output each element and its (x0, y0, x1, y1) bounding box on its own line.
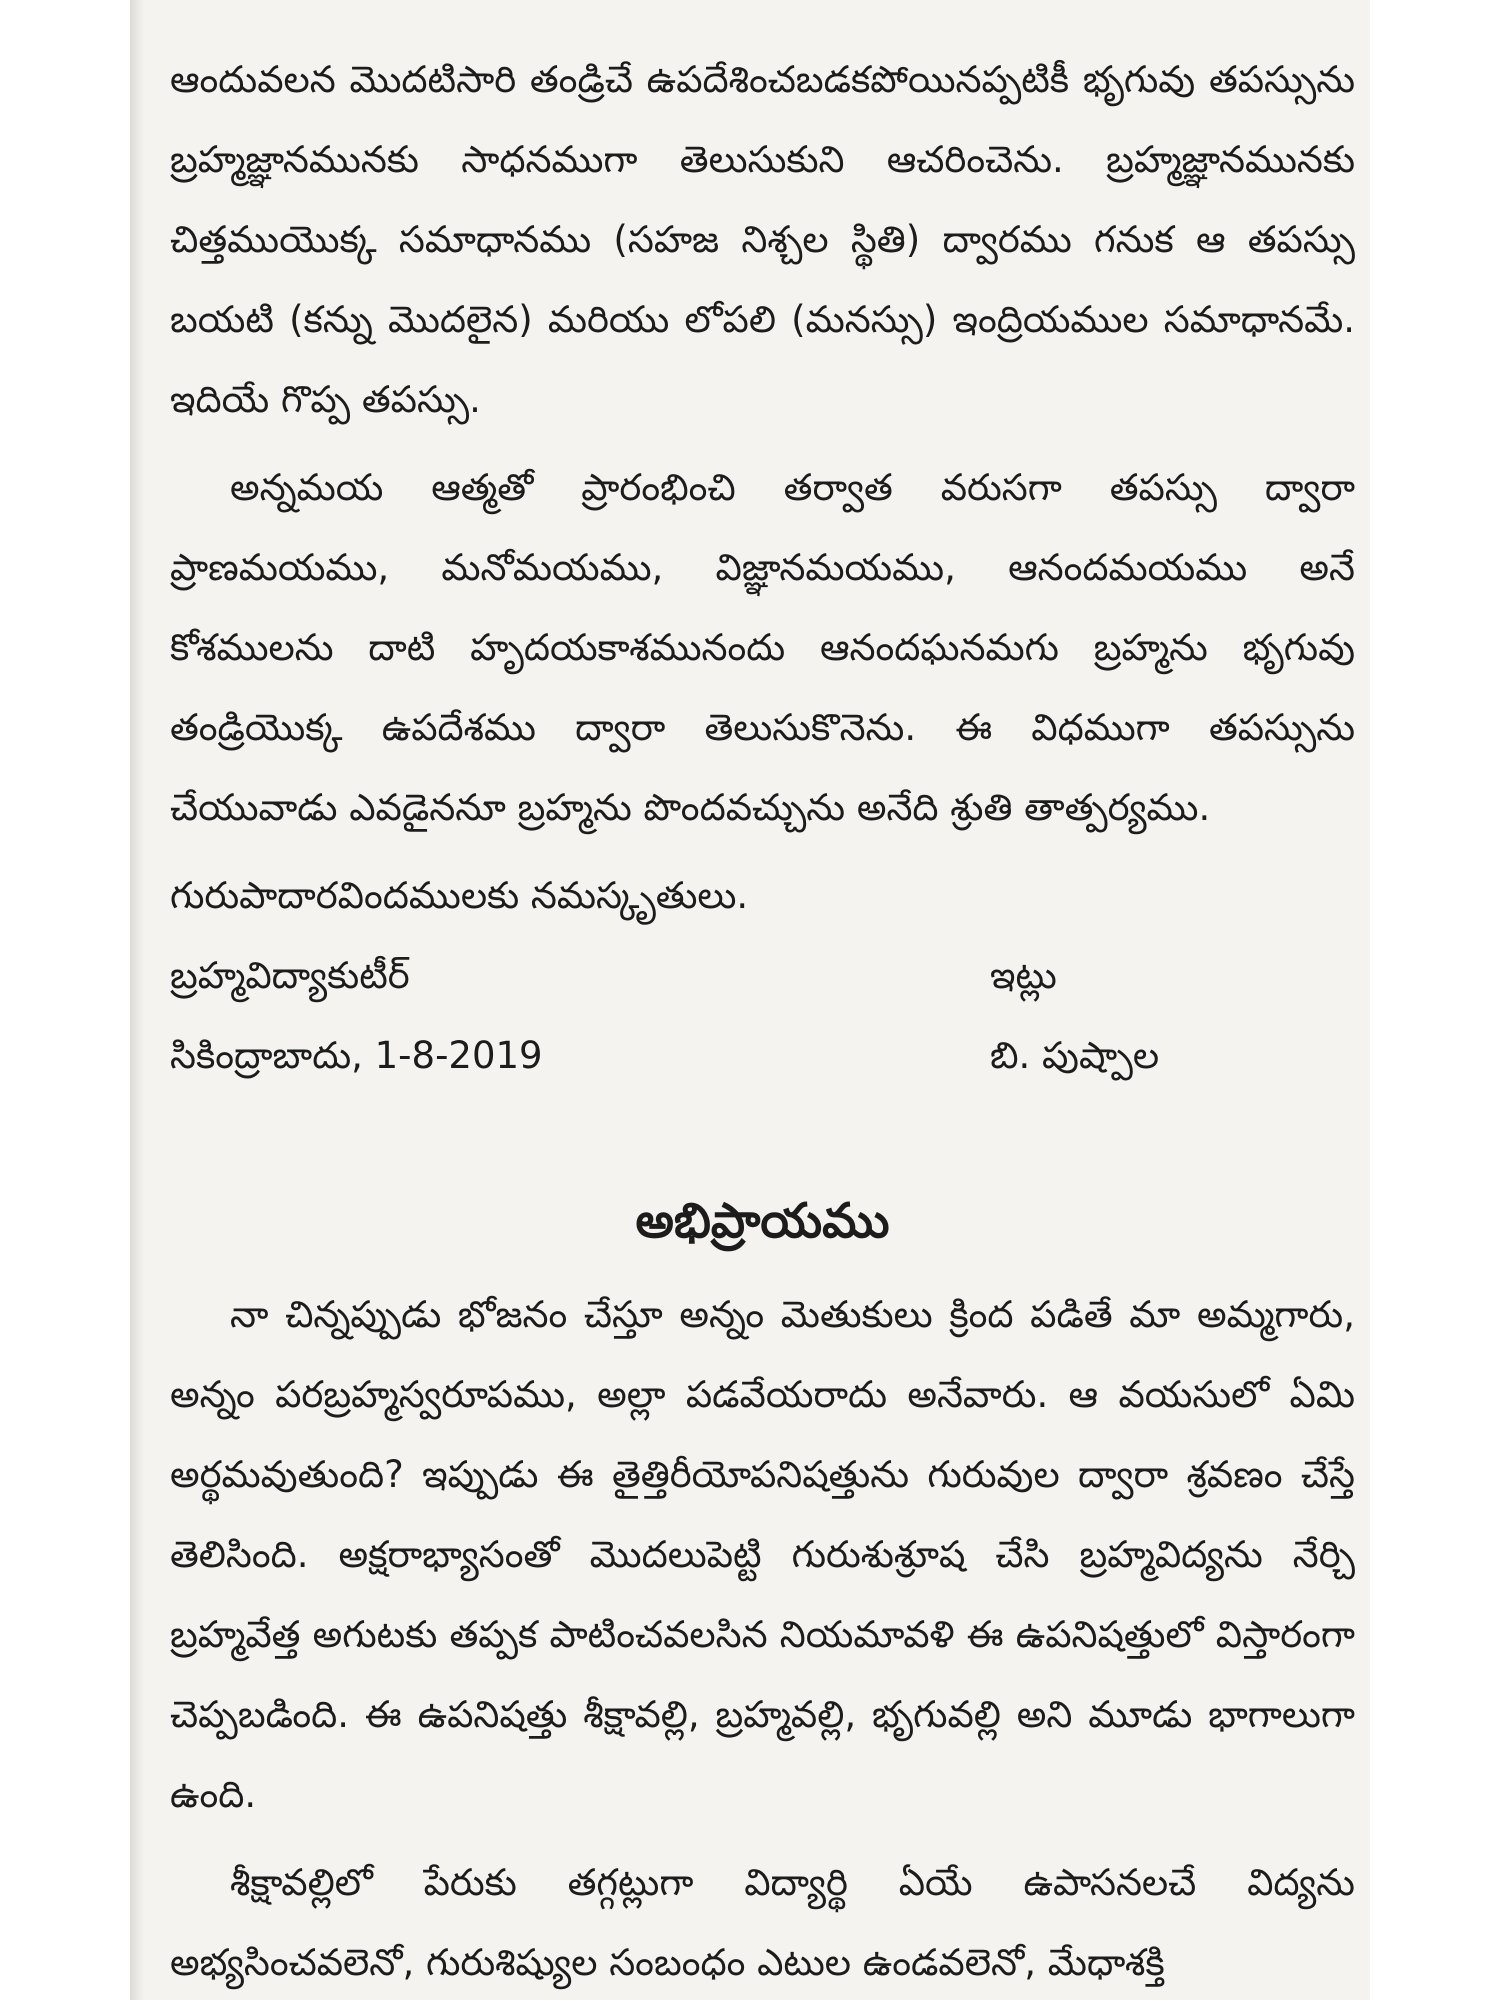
signature-row-1 (170, 936, 1355, 1016)
city-date: సికింద్రాబాదు, 1-8-2019 (170, 1034, 543, 1077)
section-title: అభిప్రాయము (635, 1193, 890, 1249)
paragraph-opinion-1: నా చిన్నప్పుడు భోజనం చేస్తూ అన్నం మెతుకులు క్రింద పడితే మా అమ్మగారు, అన్నం పరబ్రహ్మస్వరూపము, అల్లా పడవేయరాదు అనేవారు. ఆ వయసులో ఏమి అర్థమవుతుంది? ఇప్పుడు ఈ తైత్తిరీయోపనిషత్తును గురువుల ద్వారా శ్రవణం చేస్తే తెలిసింది. అక్షరాభ్యాసంతో మొదలుపెట్టి గురుశుశ్రూష చేసి బ్రహ్మవిద్యను నేర్చి బ్రహ్మవేత్త అగుటకు తప్పక పాటించవలసిన నియమావళి ఈ ఉపనిషత్తులో విస్తారంగా చెప్పబడింది. ఈ ఉపనిషత్తు శీక్షావల్లి, బ్రహ్మవల్లి, భృగువల్లి అని మూడు భాగాలుగా ఉంది. (170, 1293, 1355, 1816)
page-binding-edge (130, 0, 144, 2000)
paragraph-salutation: గురుపాదారవిందములకు నమస్కృతులు. (170, 874, 749, 917)
author-name: బి. పుష్పాల (990, 1034, 1160, 1077)
paragraph-tapas: ఆందువలన మొదటిసారి తండ్రిచే ఉపదేశించబడకపోయినప్పటికీ భృగువు తపస్సును బ్రహ్మజ్ఞానమునకు సాధనముగా తెలుసుకుని ఆచరించెను. బ్రహ్మజ్ఞానమునకు చిత్తముయొక్క సమాధానము (సహజ నిశ్చల స్థితి) ద్వారము గనుక ఆ తపస్సు బయటి (కన్ను మొదలైన) మరియు లోపలి (మనస్సు) ఇంద్రియముల సమాధానమే. ఇదియే గొప్ప తపస్సు. (170, 58, 1355, 421)
signature-row-2 (170, 1016, 1355, 1096)
closing-label: ఇట్లు (990, 954, 1057, 997)
paragraph-opinion-2: శీక్షావల్లిలో పేరుకు తగ్గట్లుగా విద్యార్థి ఏయే ఉపాసనలచే విద్యను అభ్యసించవలెనో, గురుశిష్యుల సంబంధం ఎటుల ఉండవలెనో, మేధాశక్తి (170, 1861, 1355, 1984)
place-label: బ్రహ్మవిద్యాకుటీర్ (170, 954, 410, 997)
paragraph-koshas: అన్నమయ ఆత్మతో ప్రారంభించి తర్వాత వరుసగా తపస్సు ద్వారా ప్రాణమయము, మనోమయము, విజ్ఞానమయము, ఆనందమయము అనే కోశములను దాటి హృదయకాశమునందు ఆనందఘనమగు బ్రహ్మను భృగువు తండ్రియొక్క ఉపదేశము ద్వారా తెలుసుకొనెను. ఈ విధముగా తపస్సును చేయువాడు ఎవడైననూ బ్రహ్మను పొందవచ్చును అనేది శ్రుతి తాత్పర్యము. (170, 466, 1355, 829)
page-text (170, 40, 1355, 2003)
